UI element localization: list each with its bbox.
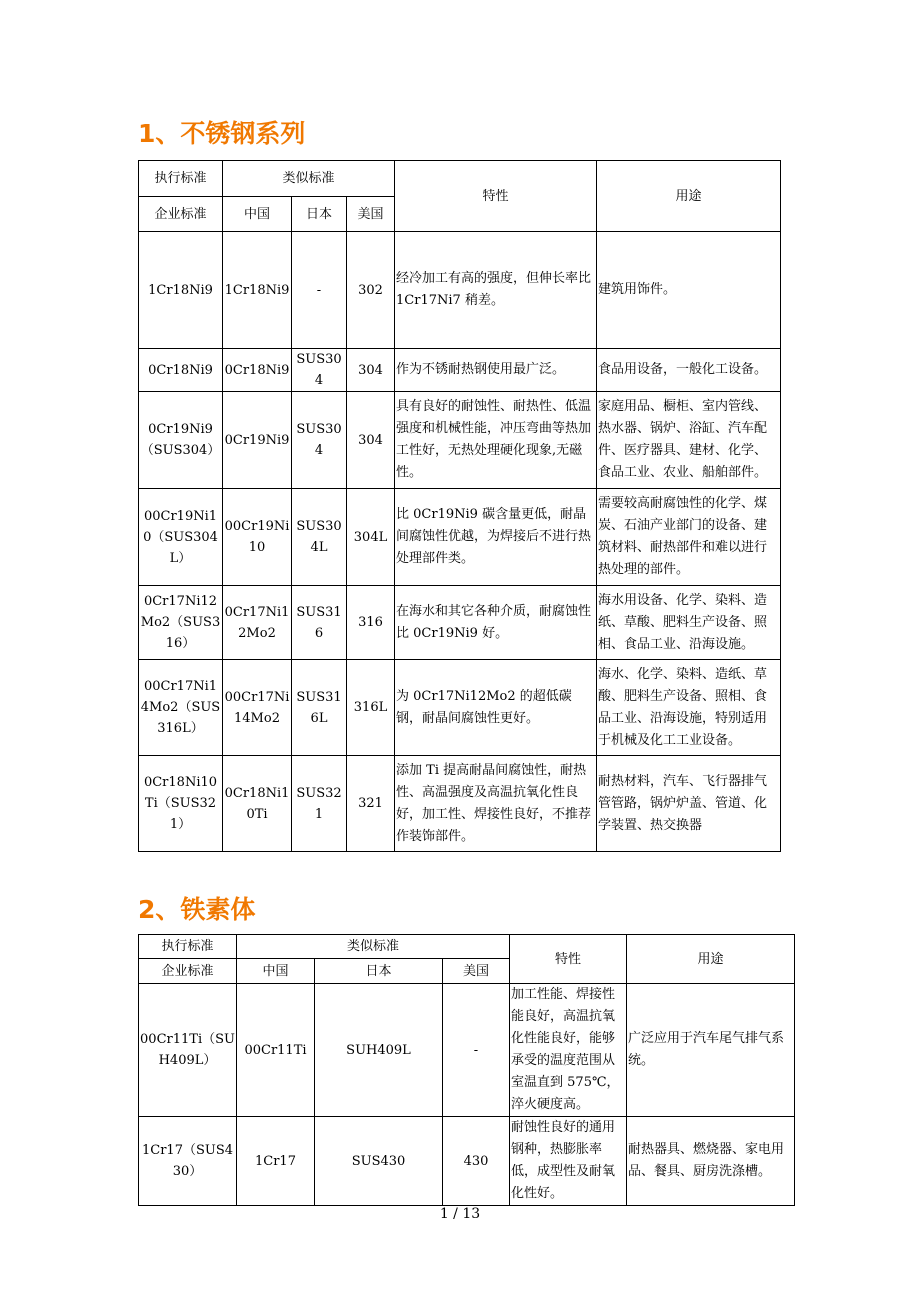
cell-property: 在海水和其它各种介质，耐腐蚀性比 0Cr19Ni9 好。 [395, 586, 597, 660]
cell-china: 00Cr17Ni14Mo2 [223, 660, 292, 756]
cell-japan: SUS304 [292, 349, 347, 392]
cell-china: 0Cr18Ni9 [223, 349, 292, 392]
header-usa: 美国 [443, 959, 510, 984]
cell-china: 0Cr17Ni12Mo2 [223, 586, 292, 660]
header-property: 特性 [395, 161, 597, 232]
header-usage: 用途 [627, 935, 795, 984]
cell-japan: SUS430 [315, 1117, 443, 1206]
header-similar-standard: 类似标准 [223, 161, 395, 197]
cell-property: 为 0Cr17Ni12Mo2 的超低碳钢，耐晶间腐蚀性更好。 [395, 660, 597, 756]
header-enterprise: 企业标准 [139, 959, 237, 984]
cell-japan: - [292, 232, 347, 349]
header-usage: 用途 [597, 161, 781, 232]
cell-usage: 建筑用饰件。 [597, 232, 781, 349]
cell-usa: 302 [347, 232, 395, 349]
cell-enterprise: 00Cr11Ti（SUH409L） [139, 984, 237, 1117]
table-row [139, 586, 781, 660]
cell-usage: 家庭用品、橱柜、室内管线、热水器、锅炉、浴缸、汽车配件、医疗器具、建材、化学、食品工业、农业、船舶部件。 [597, 392, 781, 489]
header-china: 中国 [223, 197, 292, 232]
cell-usa: 316L [347, 660, 395, 756]
cell-property: 比 0Cr19Ni9 碳含量更低，耐晶间腐蚀性优越，为焊接后不进行热处理部件类。 [395, 489, 597, 586]
page-number: 1 / 13 [439, 1206, 481, 1222]
cell-enterprise: 0Cr18Ni10Ti（SUS321） [139, 756, 223, 852]
cell-japan: SUS316L [292, 660, 347, 756]
table-row [139, 984, 795, 1117]
cell-usa: 430 [443, 1117, 510, 1206]
cell-enterprise: 0Cr18Ni9 [139, 349, 223, 392]
cell-japan: SUH409L [315, 984, 443, 1117]
cell-enterprise: 00Cr17Ni14Mo2（SUS316L） [139, 660, 223, 756]
cell-usa: - [443, 984, 510, 1117]
cell-china: 1Cr17 [237, 1117, 315, 1206]
cell-enterprise: 00Cr19Ni10（SUS304L） [139, 489, 223, 586]
cell-japan: SUS316 [292, 586, 347, 660]
header-usa: 美国 [347, 197, 395, 232]
cell-enterprise: 1Cr18Ni9 [139, 232, 223, 349]
section1-title: 1、不锈钢系列 [138, 119, 306, 148]
cell-usa: 304 [347, 349, 395, 392]
cell-china: 0Cr19Ni9 [223, 392, 292, 489]
cell-usage: 耐热器具、燃烧器、家电用品、餐具、厨房洗涤槽。 [627, 1117, 795, 1206]
cell-usage: 需要较高耐腐蚀性的化学、煤炭、石油产业部门的设备、建筑材料、耐热部件和难以进行热处理的部件。 [597, 489, 781, 586]
table-row [139, 1117, 795, 1206]
header-japan: 日本 [315, 959, 443, 984]
cell-property: 经冷加工有高的强度，但伸长率比 1Cr17Ni7 稍差。 [395, 232, 597, 349]
header-exec-standard: 执行标准 [139, 161, 223, 197]
cell-property: 加工性能、焊接性能良好，高温抗氧化性能良好，能够承受的温度范围从室温直到 575℃，淬火硬度高。 [510, 984, 627, 1117]
cell-china: 00Cr19Ni10 [223, 489, 292, 586]
cell-property: 作为不锈耐热钢使用最广泛。 [395, 349, 597, 392]
table-row [139, 392, 781, 489]
cell-enterprise: 1Cr17（SUS430） [139, 1117, 237, 1206]
cell-property: 耐蚀性良好的通用钢种，热膨胀率低，成型性及耐氧化性好。 [510, 1117, 627, 1206]
cell-japan: SUS304 [292, 392, 347, 489]
section2-title: 2、铁素体 [138, 895, 256, 924]
cell-japan: SUS321 [292, 756, 347, 852]
cell-china: 0Cr18Ni10Ti [223, 756, 292, 852]
header-enterprise: 企业标准 [139, 197, 223, 232]
cell-enterprise: 0Cr17Ni12Mo2（SUS316） [139, 586, 223, 660]
cell-usage: 耐热材料，汽车、飞行器排气管管路，锅炉炉盖、管道、化学装置、热交换器 [597, 756, 781, 852]
table-row [139, 756, 781, 852]
header-similar-standard: 类似标准 [237, 935, 510, 959]
cell-property: 具有良好的耐蚀性、耐热性、低温强度和机械性能，冲压弯曲等热加工性好，无热处理硬化现象,无磁性。 [395, 392, 597, 489]
table-row [139, 660, 781, 756]
ferrite-table [138, 934, 795, 1206]
header-exec-standard: 执行标准 [139, 935, 237, 959]
cell-usage: 海水、化学、染料、造纸、草酸、肥料生产设备、照相、食品工业、沿海设施，特别适用于机械及化工工业设备。 [597, 660, 781, 756]
cell-enterprise: 0Cr19Ni9（SUS304） [139, 392, 223, 489]
header-property: 特性 [510, 935, 627, 984]
header-china: 中国 [237, 959, 315, 984]
cell-china: 00Cr11Ti [237, 984, 315, 1117]
header-japan: 日本 [292, 197, 347, 232]
table-row [139, 489, 781, 586]
cell-usa: 316 [347, 586, 395, 660]
cell-usage: 广泛应用于汽车尾气排气系统。 [627, 984, 795, 1117]
cell-usa: 304 [347, 392, 395, 489]
table-row [139, 349, 781, 392]
cell-property: 添加 Ti 提高耐晶间腐蚀性，耐热性、高温强度及高温抗氧化性良好，加工性、焊接性良好，不推荐作装饰部件。 [395, 756, 597, 852]
cell-usa: 304L [347, 489, 395, 586]
stainless-steel-table [138, 160, 781, 852]
cell-usage: 海水用设备、化学、染料、造纸、草酸、肥料生产设备、照相、食品工业、沿海设施。 [597, 586, 781, 660]
cell-japan: SUS304L [292, 489, 347, 586]
table-row [139, 232, 781, 349]
cell-china: 1Cr18Ni9 [223, 232, 292, 349]
cell-usage: 食品用设备，一般化工设备。 [597, 349, 781, 392]
cell-usa: 321 [347, 756, 395, 852]
